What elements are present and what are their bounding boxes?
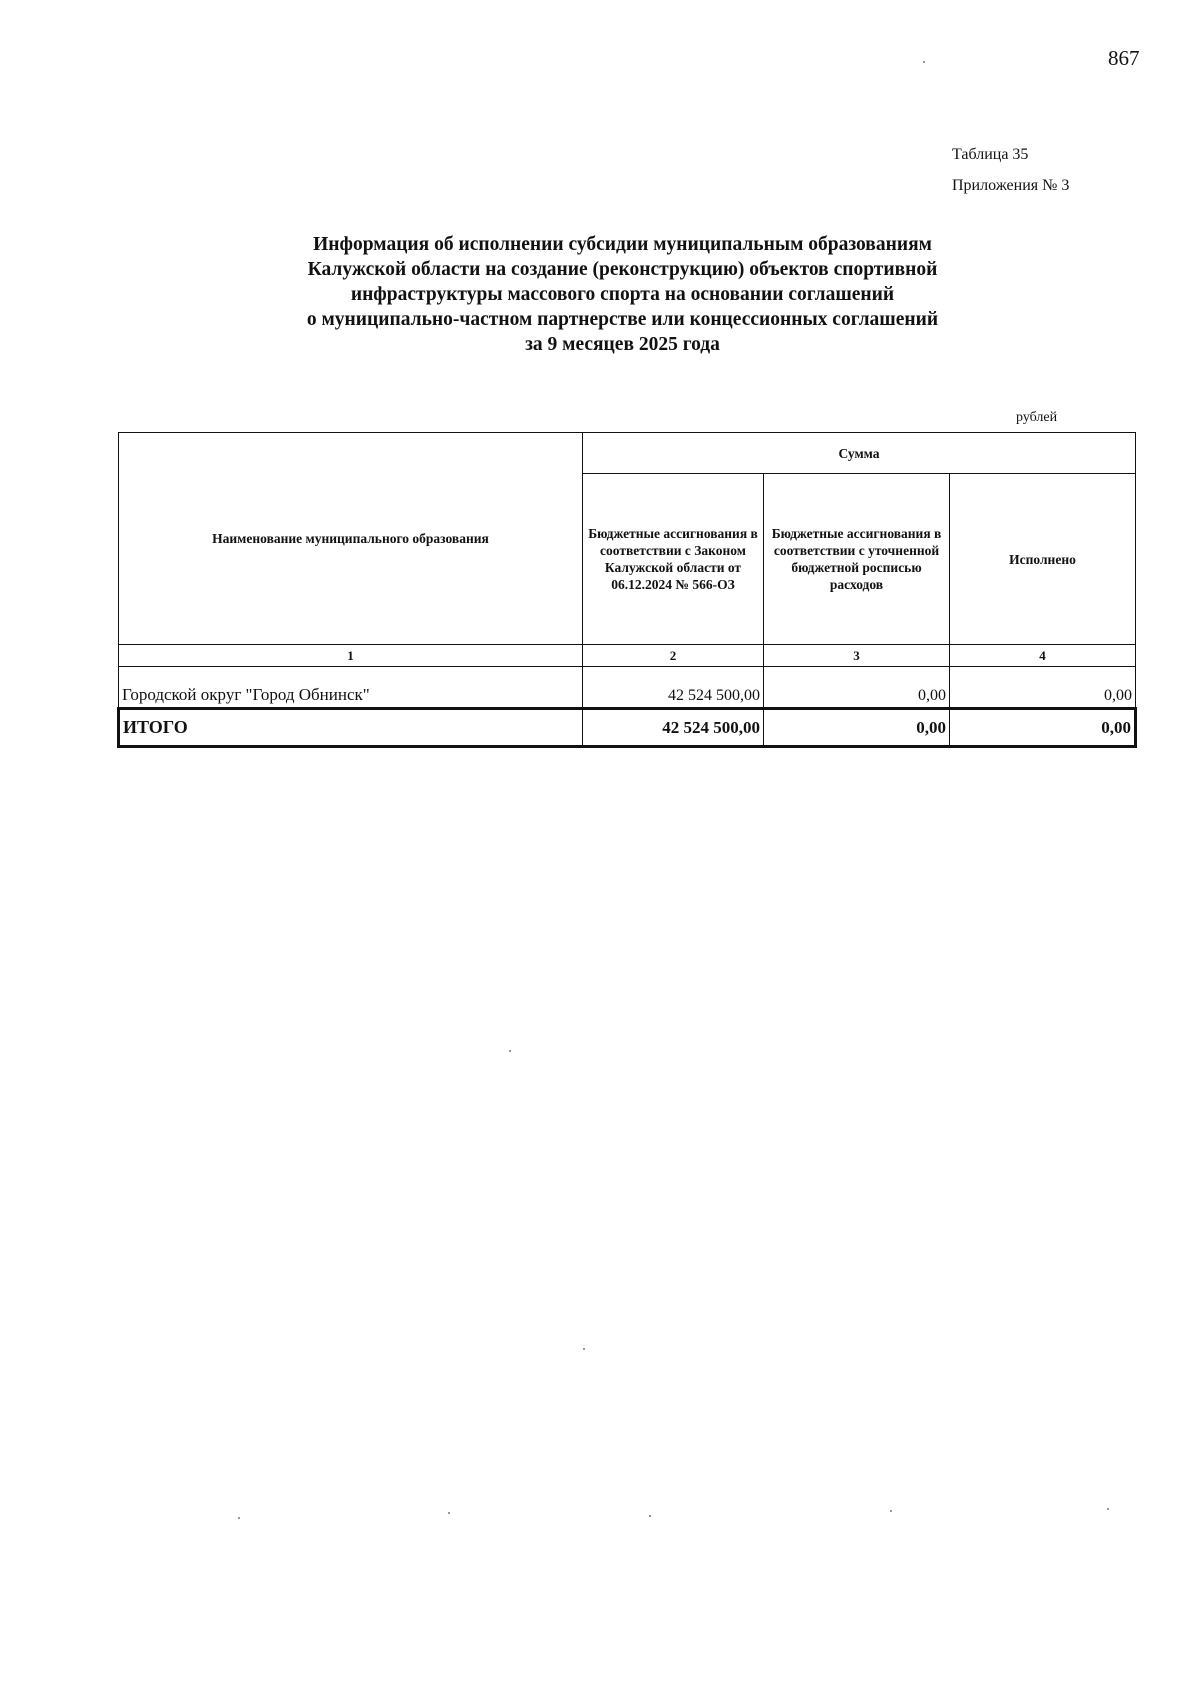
scan-speck xyxy=(890,1510,892,1512)
executed-value: 0,00 xyxy=(950,667,1136,709)
title-line: за 9 месяцев 2025 года xyxy=(525,334,720,355)
scan-speck xyxy=(509,1050,511,1052)
column-header-municipality: Наименование муниципального образования xyxy=(119,433,583,645)
law-allocations-value: 42 524 500,00 xyxy=(583,667,764,709)
subsidy-table xyxy=(117,432,1137,748)
total-refined-allocations: 0,00 xyxy=(764,709,950,747)
column-group-header-sum: Сумма xyxy=(583,433,1136,474)
scan-speck xyxy=(583,1348,585,1350)
title-line: инфраструктуры массового спорта на основании соглашений xyxy=(350,284,895,305)
column-header-executed: Исполнено xyxy=(950,474,1136,645)
document-title xyxy=(130,232,1115,357)
column-index-row xyxy=(119,645,1136,667)
scan-speck xyxy=(923,61,925,63)
column-index: 4 xyxy=(950,645,1136,667)
table-row xyxy=(119,667,1136,709)
total-row xyxy=(119,709,1136,747)
units-label: рублей xyxy=(1016,410,1058,425)
column-index: 1 xyxy=(119,645,583,667)
refined-allocations-value: 0,00 xyxy=(764,667,950,709)
appendix-label: Приложения № 3 xyxy=(952,177,1070,194)
municipality-name: Городской округ "Город Обнинск" xyxy=(119,667,583,709)
table-header-row xyxy=(119,433,1136,474)
table-number-label: Таблица 35 xyxy=(952,146,1029,163)
column-index: 3 xyxy=(764,645,950,667)
title-line: о муниципально-частном партнерстве или концессионных соглашений xyxy=(306,309,939,330)
total-law-allocations: 42 524 500,00 xyxy=(583,709,764,747)
title-line: Информация об исполнении субсидии муниципальным образованиям xyxy=(313,234,932,255)
scan-speck xyxy=(649,1515,651,1517)
column-header-law-allocations: Бюджетные ассигнования в соответствии с Законом Калужской области от 06.12.2024 № 566-ОЗ xyxy=(583,474,764,645)
total-executed: 0,00 xyxy=(950,709,1136,747)
scan-speck xyxy=(1107,1508,1109,1510)
scan-speck xyxy=(448,1512,450,1514)
scan-speck xyxy=(238,1517,240,1519)
page-number: 867 xyxy=(1108,46,1140,70)
column-index: 2 xyxy=(583,645,764,667)
title-line: Калужской области на создание (реконструкцию) объектов спортивной xyxy=(307,259,938,280)
total-label: ИТОГО xyxy=(119,709,583,747)
column-header-refined-allocations: Бюджетные ассигнования в соответствии с уточненной бюджетной росписью расходов xyxy=(764,474,950,645)
